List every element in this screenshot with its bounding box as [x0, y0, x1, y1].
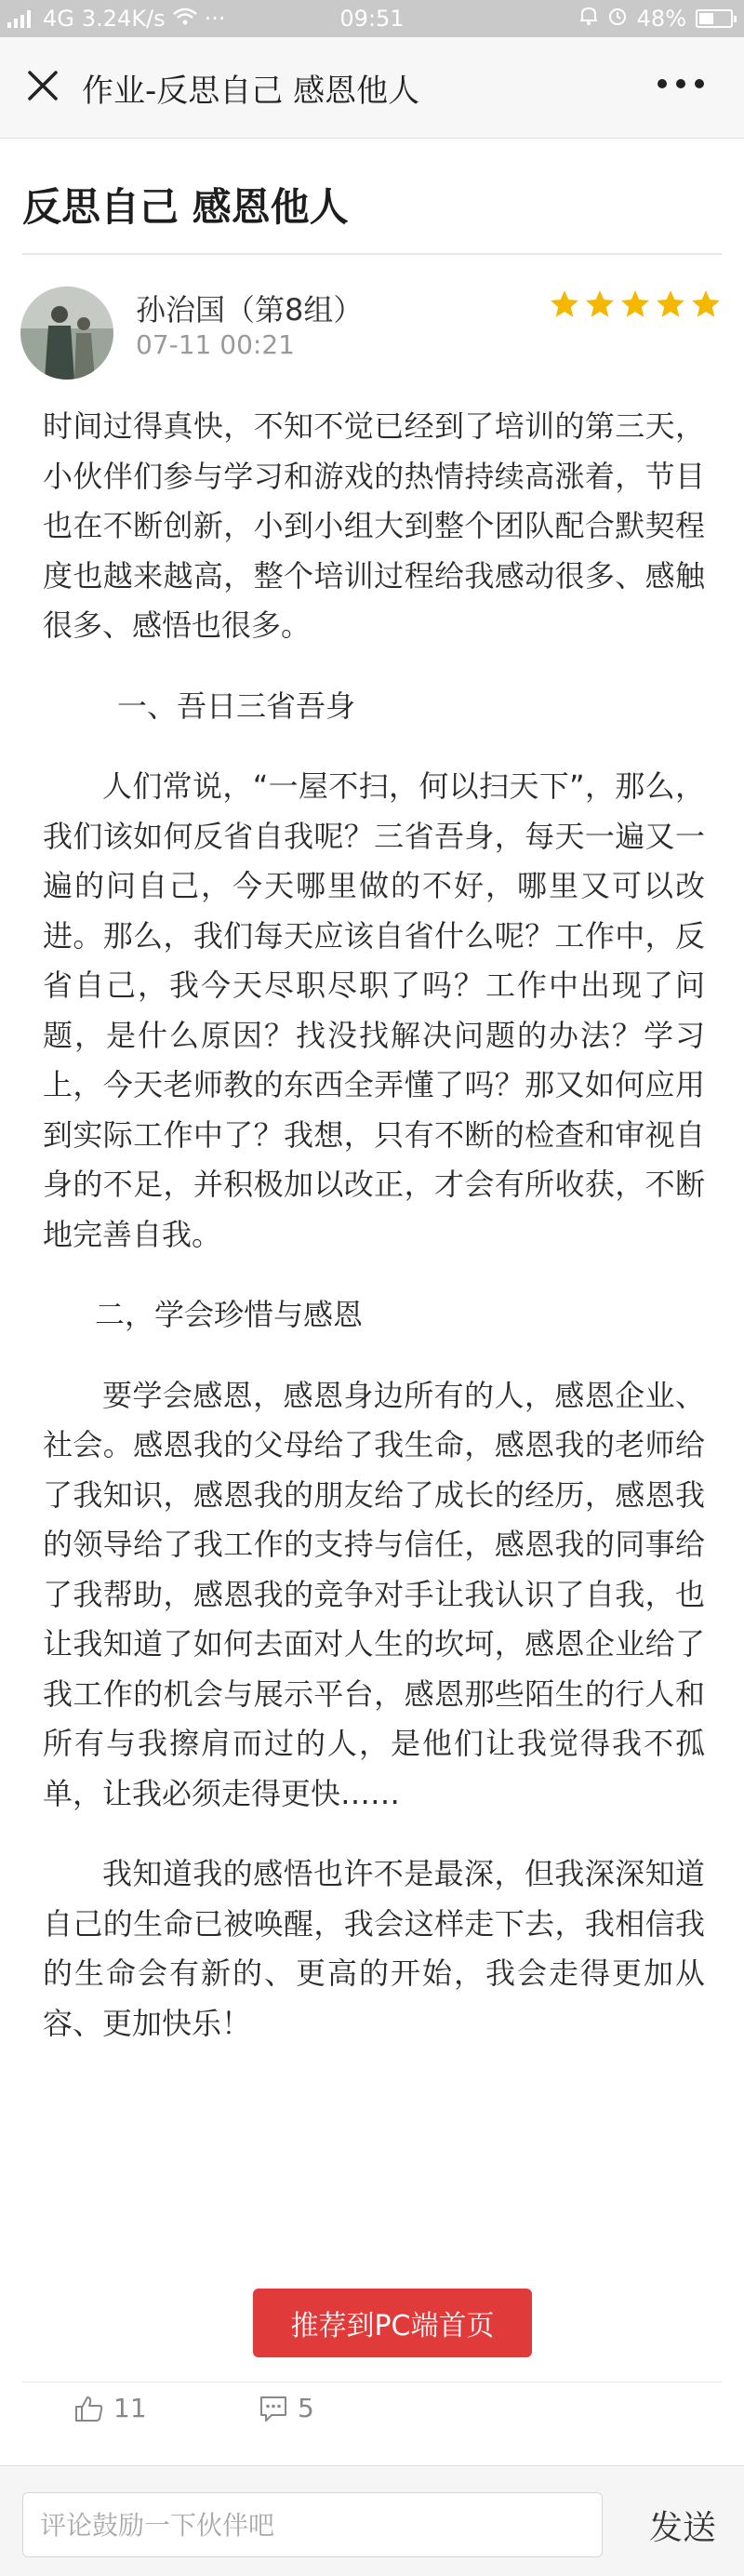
comment-icon [259, 2395, 288, 2423]
network-speed: 3.24K/s [81, 6, 166, 32]
page-title: 作业-反思自己 感恩他人 [82, 73, 420, 110]
status-time: 09:51 [339, 6, 405, 32]
more-button[interactable] [655, 65, 707, 102]
recommend-button[interactable]: 推荐到PC端首页 [253, 2289, 532, 2357]
post-body [43, 402, 705, 2079]
like-button[interactable] [74, 2393, 147, 2423]
battery-percent: 48% [636, 6, 686, 32]
comment-count: 5 [298, 2393, 314, 2423]
network-type: 4G [43, 6, 74, 32]
section-heading: 二，学会珍惜与感恩 [95, 1297, 364, 1332]
avatar[interactable] [20, 287, 113, 380]
bell-icon [579, 6, 598, 32]
star-icon [655, 288, 686, 320]
comment-bar [0, 2465, 744, 2576]
star-icon [549, 288, 580, 320]
post-heading: 反思自己 感恩他人 [22, 184, 349, 230]
close-icon [24, 67, 61, 104]
close-button[interactable] [24, 67, 61, 104]
top-bar [0, 37, 744, 139]
comment-input[interactable] [22, 2492, 603, 2557]
thumbs-up-icon [74, 2395, 104, 2423]
send-button[interactable]: 发送 [644, 2494, 722, 2556]
star-icon [584, 288, 616, 320]
battery-icon [696, 9, 733, 28]
section-heading: 一、吾日三省吾身 [117, 687, 356, 724]
comment-count-button[interactable] [259, 2393, 314, 2423]
divider [22, 253, 722, 255]
status-right [579, 6, 733, 32]
paragraph: 我知道我的感悟也许不是最深，但我深深知道自己的生命已被唤醒，我会这样走下去，我相信我的生命会有新的、更高的开始，我会走得更加从容、更加快乐！ [43, 1856, 705, 2041]
author-name: 孙治国（第8组） [136, 292, 364, 327]
status-bar [0, 0, 744, 37]
star-icon [690, 288, 722, 320]
post-date: 07-11 00:21 [136, 329, 295, 360]
more-dots-icon: ··· [204, 6, 226, 32]
like-count: 11 [113, 2393, 147, 2423]
star-icon [619, 288, 651, 320]
paragraph: 要学会感恩，感恩身边所有的人，感恩企业、社会。感恩我的父母给了我生命，感恩我的老师给了我知识，感恩我的朋友给了成长的经历，感恩我的领导给了我工作的支持与信任，感恩我的同事给了我帮助，感恩我的竞争对手让我认识了自我，也让我知道了如何去面对人生的坎坷，感恩企业给了我工作的机会与展示平台，感恩那些陌生的行人和所有与我擦肩而过的人，是他们让我觉得我不孤单，让我必须走得更快…… [43, 1377, 705, 1811]
paragraph: 时间过得真快，不知不觉已经到了培训的第三天，小伙伴们参与学习和游戏的热情持续高涨着，节目也在不断创新，小到小组大到整个团队配合默契程度也越来越高，整个培训过程给我感动很多、感触很多、感悟也很多。 [43, 408, 705, 643]
alarm-icon [607, 6, 628, 32]
paragraph: 人们常说，“一屋不扫，何以扫天下”，那么，我们该如何反省自我呢？三省吾身，每天一遍又一遍的问自己，今天哪里做的不好，哪里又可以改进。那么，我们每天应该自省什么呢？工作中，反省自己，我今天尽职尽职了吗？工作中出现了问题，是什么原因？找没找解决问题的办法？学习上，今天老师教的东西全弄懂了吗？那又如何应用到实际工作中了？我想，只有不断的检查和审视自身的不足，并积极加以改正，才会有所收获，不断地完善自我。 [43, 768, 705, 1252]
more-dots-icon [655, 65, 707, 102]
star-rating [549, 288, 722, 320]
